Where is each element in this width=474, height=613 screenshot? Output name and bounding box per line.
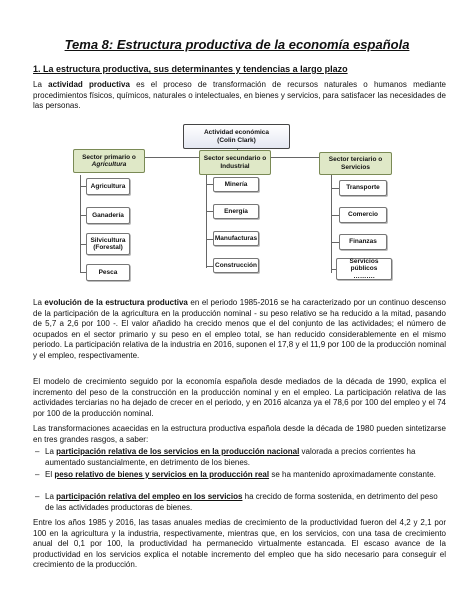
- primary-sector-line2: Agricultura: [91, 161, 127, 168]
- primary-sector-line1: Sector primario o: [82, 153, 136, 161]
- tertiary-item: Comercio: [339, 207, 387, 223]
- connector: [206, 175, 207, 268]
- primary-sector-node: [73, 149, 145, 173]
- secondary-sector-line2: Industrial: [220, 162, 250, 170]
- paragraph-productivity: Entre los años 1985 y 2016, las tasas anuales medias de crecimiento de la productividad fueron del 4,2 y 2,1 por 100 en la agricultura y la industria, respectivamente, mientras que, en los servicios, con una tasa de crecimiento anual del 0,1 por 100, la productividad ha permanecido virtualmente estancada. El escaso avance de la productividad en los servicios explica el notable incremento del empleo que ha sido necesario para conseguir el crecimiento de la producción.: [33, 518, 446, 569]
- intro-pre: La: [33, 80, 49, 89]
- secondary-item: Manufacturas: [213, 231, 259, 246]
- connector: [206, 239, 213, 240]
- bullet-item: [35, 470, 445, 481]
- primary-item: Agricultura: [86, 178, 130, 195]
- primary-item: Ganadería: [86, 207, 130, 224]
- secondary-item: Minería: [213, 177, 259, 192]
- para2-pre: La: [33, 298, 45, 307]
- intro-paragraph: [33, 80, 446, 112]
- secondary-sector-node: [199, 150, 271, 175]
- bullet-bold: participación relativa de los servicios en la producción nacional: [56, 447, 300, 456]
- bullet-bold: participación relativa del empleo en los servicios: [56, 492, 243, 501]
- secondary-item: Energía: [213, 204, 259, 219]
- tertiary-item: Transporte: [339, 180, 387, 196]
- bullet-post: ha crecido de forma sostenida, en detrimento del peso de las actividades productoras de bienes.: [45, 492, 438, 512]
- para2-bold: evolución de la estructura productiva: [44, 298, 188, 307]
- tertiary-sector-node: [319, 152, 392, 175]
- secondary-sector-line1: Sector secundario o: [203, 155, 267, 162]
- intro-bold: actividad productiva: [48, 80, 130, 89]
- paragraph-growth-model: El modelo de crecimiento seguido por la economía española desde mediados de la década de 1990, explica el incremento del peso de la construcción en la producción nominal y en el empleo. La participación relativa de las actividades terciarias no ha dejado de crecer en el periodo, y en 2016 alcanza ya el 78,6 por 100 del empleo y el 74 por 100 de la producción nominal.: [33, 377, 446, 418]
- root-node-line1: Actividad económica: [203, 129, 270, 136]
- primary-item: Silvicultura (Forestal): [86, 233, 130, 255]
- bullet-dash: –: [35, 492, 40, 501]
- bullet-pre: La: [45, 492, 57, 501]
- connector: [80, 175, 81, 273]
- tertiary-item: Finanzas: [339, 234, 387, 250]
- bullet-item: [35, 492, 445, 513]
- root-node: [183, 124, 290, 149]
- connector: [206, 266, 213, 267]
- connector: [331, 175, 332, 273]
- para2-post: en el periodo 1985-2016 se ha caracterizado por un continuo descenso de la participación de la agricultura en la producción nominal - su peso relativo se ha reducido a la mitad, pasando de 5,7 a 2,6 por 100 -. El valor añadido ha crecido menos que el del conjunto de las actividades; el número de ocupados en el sector primario y su peso en el empleo total, se han reducido considerablemente en el mismo periodo. La participación relativa de la industria en 2016, suponen el 17,8 y el 11,9 por 100 de la producción nominal y el empleo, respectivamente.: [33, 298, 446, 360]
- bullet-post: valorada a precios corrientes ha aumentado sustancialmente, en detrimento de los bienes.: [45, 447, 416, 467]
- connector: [331, 215, 339, 216]
- bullet-dash: –: [35, 447, 40, 456]
- paragraph-evolution: [33, 298, 446, 361]
- tertiary-item-ellipsis: ……….: [353, 272, 375, 280]
- connector: [331, 242, 339, 243]
- paragraph-transformations: Las transformaciones acaecidas en la estructura productiva española desde la década de 1980 pueden sintetizarse en tres grandes rasgos, a saber:: [33, 424, 446, 444]
- bullet-item: [35, 447, 445, 468]
- tertiary-item-label: Servicios públicos: [349, 257, 379, 273]
- tertiary-sector-line1: Sector terciario o: [328, 156, 383, 163]
- primary-item: Pesca: [86, 264, 130, 281]
- intro-post: es el proceso de transformación de recursos naturales o humanos mediante procedimientos físicos, químicos, naturales o intelectuales, en bienes y servicios, para satisfacer las necesidades de las personas.: [33, 80, 447, 110]
- tertiary-sector-line2: Servicios: [341, 163, 370, 171]
- root-node-line2: (Colin Clark): [217, 136, 256, 144]
- bullet-bold: peso relativo de bienes y servicios en la producción real: [54, 470, 270, 479]
- connector: [206, 184, 213, 185]
- bullet-pre: El: [45, 470, 55, 479]
- bullet-post: se ha mantenido aproximadamente constante.: [269, 470, 436, 479]
- secondary-item: Construcción: [213, 258, 259, 273]
- bullet-pre: La: [45, 447, 57, 456]
- connector: [331, 188, 339, 189]
- page-title: Tema 8: Estructura productiva de la economía española: [64, 37, 410, 52]
- bullet-dash: –: [35, 470, 40, 479]
- connector: [206, 211, 213, 212]
- section-heading: 1. La estructura productiva, sus determinantes y tendencias a largo plazo: [33, 64, 348, 74]
- tertiary-item: [336, 258, 392, 280]
